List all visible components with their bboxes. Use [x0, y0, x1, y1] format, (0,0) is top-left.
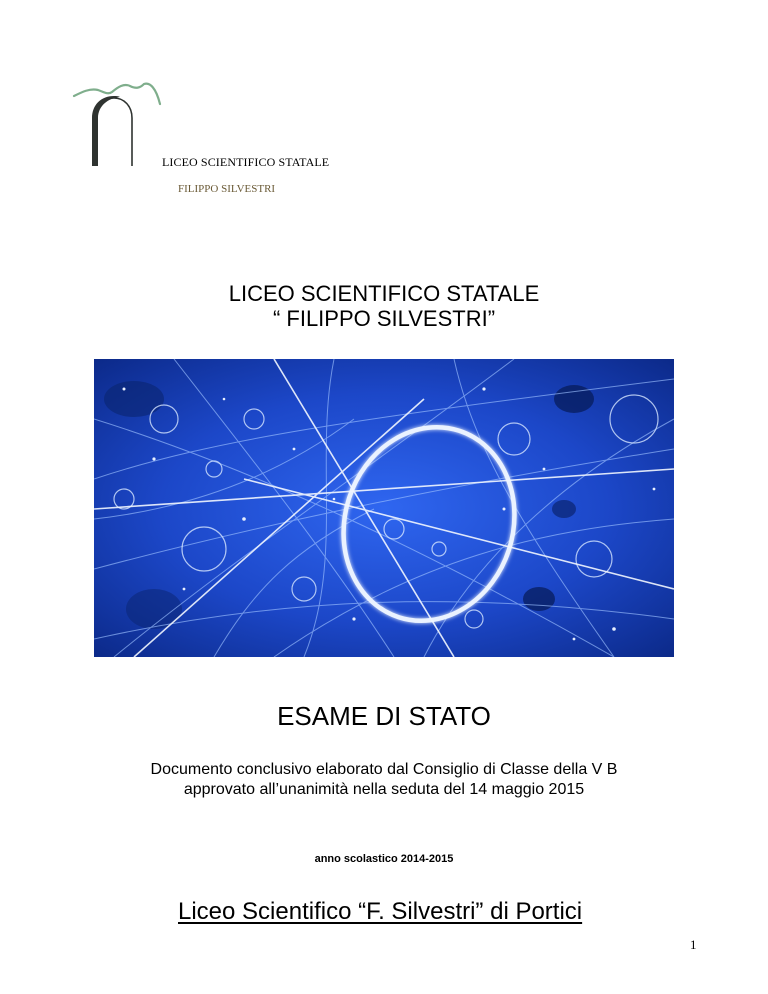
particle-tracks-image: [94, 359, 674, 657]
logo-arch-fill: [92, 96, 120, 166]
logo-hills: [74, 84, 160, 104]
document-description-line1: Documento conclusivo elaborato dal Consiglio di Classe della V B: [150, 761, 618, 778]
exam-title: ESAME DI STATO: [277, 701, 491, 731]
header-school-name: LICEO SCIENTIFICO STATALE: [162, 155, 330, 169]
document-description-line2: approvato all’unanimità nella seduta del 14 maggio 2015: [183, 781, 585, 798]
header-school-subname: FILIPPO SILVESTRI: [178, 183, 276, 195]
main-title-line2: “ FILIPPO SILVESTRI”: [272, 306, 496, 331]
school-year: anno scolastico 2014-2015: [314, 853, 454, 865]
footer-school-title: Liceo Scientifico “F. Silvestri” di Portici: [178, 898, 583, 925]
page-number: 1: [690, 937, 697, 952]
main-title-line1: LICEO SCIENTIFICO STATALE: [228, 281, 540, 306]
school-logo: [70, 78, 166, 170]
